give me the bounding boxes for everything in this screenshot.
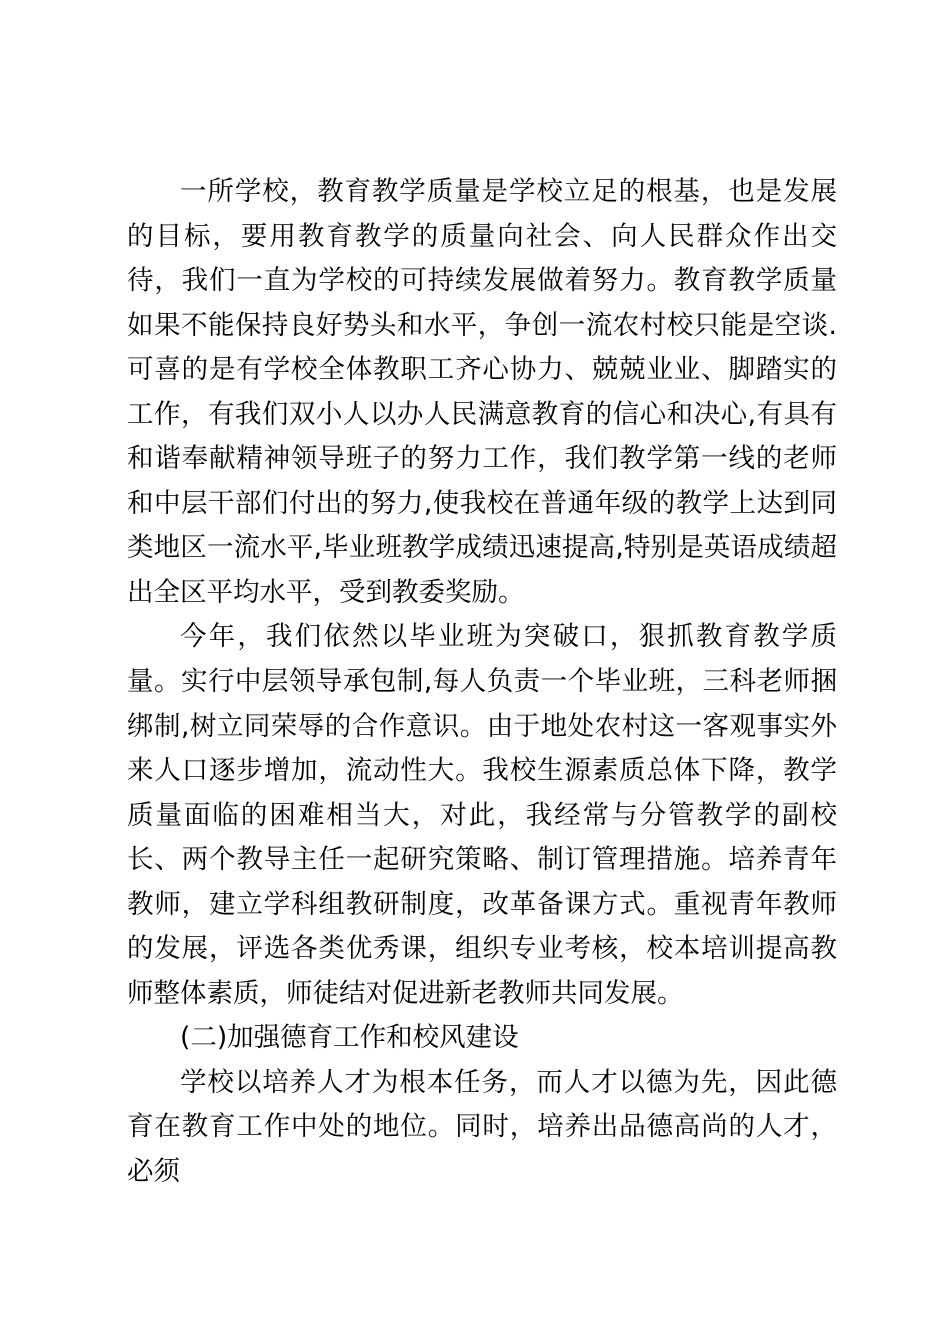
- paragraph-education-quality: 一所学校，教育教学质量是学校立足的根基，也是发展的目标，要用教育教学的质量向社会、向人民群众作出交待，我们一直为学校的可持续发展做着努力。教育教学质量如果不能保持良好势头和水平，争创一流农村校只能是空谈.可喜的是有学校全体教职工齐心协力、兢兢业业、脚踏实的工作，有我们双小人以办人民满意教育的信心和决心,有具有和谐奉献精神领导班子的努力工作，我们教学第一线的老师和中层干部们付出的努力,使我校在普通年级的教学上达到同类地区一流水平,毕业班教学成绩迅速提高,特别是英语成绩超出全区平均水平，受到教委奖励。: [127, 176, 837, 608]
- section-heading: (二)加强德育工作和校风建设: [180, 1022, 519, 1054]
- paragraph-moral-education: 学校以培养人才为根本任务，而人才以德为先，因此德育在教育工作中处的地位。同时，培养出品德高尚的人才，必须: [127, 1066, 837, 1188]
- document-body: [127, 170, 837, 1195]
- paragraph-graduating-classes: 今年，我们依然以毕业班为突破口，狠抓教育教学质量。实行中层领导承包制,每人负责一个毕业班，三科老师捆绑制,树立同荣辱的合作意识。由于地处农村这一客观事实外来人口逐步增加，流动性大。我校生源素质总体下降，教学质量面临的困难相当大，对此，我经常与分管教学的副校长、两个教导主任一起研究策略、制订管理措施。培养青年教师，建立学科组教研制度，改革备课方式。重视青年教师的发展，评选各类优秀课，组织专业考核，校本培训提高教师整体素质，师徒结对促进新老教师共同发展。: [127, 621, 837, 1009]
